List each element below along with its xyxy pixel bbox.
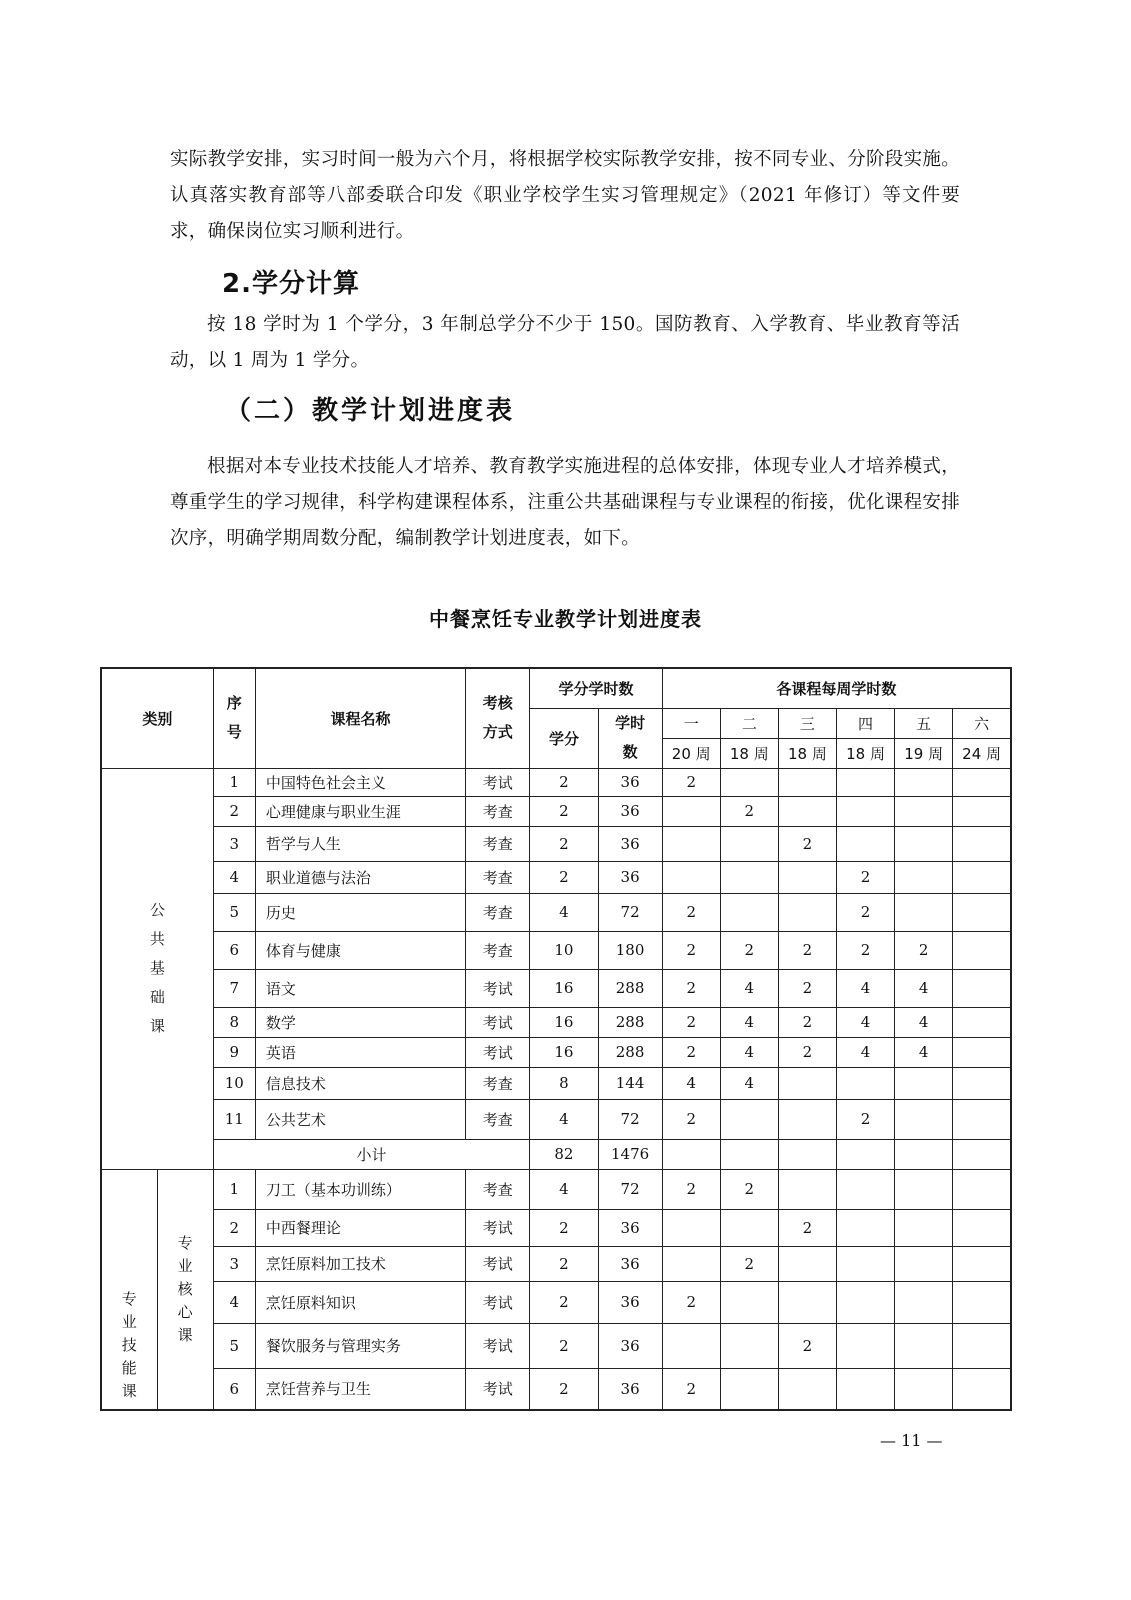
week-hours-cell — [720, 826, 778, 861]
credits-cell: 2 — [530, 1368, 598, 1410]
hours-cell: 36 — [598, 768, 662, 796]
table-title: 中餐烹饪专业教学计划进度表 — [429, 607, 702, 631]
week-hours-cell: 2 — [662, 768, 720, 796]
week-hours-cell: 2 — [836, 1099, 894, 1139]
week-hours-cell: 2 — [778, 1209, 836, 1246]
exam-cell: 考查 — [466, 861, 530, 893]
course-name-cell: 公共艺术 — [255, 1099, 465, 1139]
exam-cell: 考试 — [466, 969, 530, 1007]
week-hours-cell — [662, 1323, 720, 1368]
week-hours-cell — [720, 1368, 778, 1410]
table-row — [101, 1007, 1011, 1037]
course-name-cell: 英语 — [255, 1037, 465, 1067]
subtotal-row — [101, 1139, 1011, 1169]
week-hours-cell — [778, 1281, 836, 1323]
exam-cell: 考试 — [466, 1281, 530, 1323]
week-hours-cell — [953, 1323, 1011, 1368]
week-hours-cell — [953, 1246, 1011, 1281]
credits-cell: 8 — [530, 1067, 598, 1099]
week-hours-cell: 2 — [662, 1099, 720, 1139]
week-hours-cell — [778, 1169, 836, 1209]
table-row — [101, 1281, 1011, 1323]
credits-cell: 2 — [530, 768, 598, 796]
week-hours-cell — [953, 1099, 1011, 1139]
week-hours-cell — [836, 1209, 894, 1246]
header-row-1 — [101, 668, 1011, 708]
week-hours-cell — [720, 1323, 778, 1368]
week-hours-cell — [953, 1037, 1011, 1067]
week-hours-cell — [953, 1368, 1011, 1410]
credits-cell: 2 — [530, 1323, 598, 1368]
hours-cell: 72 — [598, 893, 662, 931]
week-hours-cell — [895, 796, 953, 826]
course-name-cell: 刀工（基本功训练） — [255, 1169, 465, 1209]
group-sublabel-core: 专业核心课 — [157, 1169, 213, 1410]
week-hours-cell: 2 — [778, 1037, 836, 1067]
week-hours-cell: 2 — [720, 1246, 778, 1281]
header-hours: 学时数 — [598, 708, 662, 768]
exam-cell: 考试 — [466, 1368, 530, 1410]
credits-cell: 10 — [530, 931, 598, 969]
week-hours-cell — [836, 796, 894, 826]
hours-cell: 180 — [598, 931, 662, 969]
seq-cell: 4 — [213, 861, 255, 893]
credits-cell: 4 — [530, 893, 598, 931]
seq-cell: 2 — [213, 796, 255, 826]
week-hours-cell: 2 — [836, 893, 894, 931]
course-name-cell: 哲学与人生 — [255, 826, 465, 861]
week-hours-cell — [778, 893, 836, 931]
credits-cell: 2 — [530, 1281, 598, 1323]
course-name-cell: 烹饪原料知识 — [255, 1281, 465, 1323]
paragraph-internship: 实际教学安排，实习时间一般为六个月，将根据学校实际教学安排，按不同专业、分阶段实施。认真落实教育部等八部委联合印发《职业学校学生实习管理规定》（2021 年修订）等文件要求，确保岗位实习顺利进行。 — [170, 149, 960, 242]
seq-cell: 6 — [213, 1368, 255, 1410]
seq-cell: 7 — [213, 969, 255, 1007]
week-hours-cell: 2 — [720, 1169, 778, 1209]
seq-cell: 1 — [213, 768, 255, 796]
week-hours-cell — [953, 1281, 1011, 1323]
week-hours-cell — [662, 826, 720, 861]
table-row — [101, 1323, 1011, 1368]
exam-cell: 考查 — [466, 931, 530, 969]
credits-cell: 4 — [530, 1169, 598, 1209]
week-hours-cell: 4 — [720, 969, 778, 1007]
week-hours-cell — [836, 768, 894, 796]
week-hours-cell: 4 — [836, 969, 894, 1007]
week-hours-cell: 2 — [662, 1281, 720, 1323]
exam-cell: 考试 — [466, 1323, 530, 1368]
week-hours-cell: 2 — [720, 796, 778, 826]
exam-cell: 考查 — [466, 1067, 530, 1099]
week-hours-cell — [895, 826, 953, 861]
semester-1: 一 — [662, 708, 720, 738]
week-hours-cell — [953, 1209, 1011, 1246]
exam-cell: 考查 — [466, 893, 530, 931]
weeks-2: 18 周 — [720, 738, 778, 768]
credits-cell: 4 — [530, 1099, 598, 1139]
hours-cell: 288 — [598, 1037, 662, 1067]
group-label-professional: 专业技能课 — [101, 1169, 157, 1410]
semester-5: 五 — [895, 708, 953, 738]
week-hours-cell: 2 — [720, 931, 778, 969]
subtotal-credits: 82 — [530, 1139, 598, 1169]
table-row — [101, 768, 1011, 796]
hours-cell: 72 — [598, 1169, 662, 1209]
week-hours-cell: 4 — [836, 1037, 894, 1067]
week-hours-cell — [836, 1281, 894, 1323]
week-hours-cell: 2 — [662, 1368, 720, 1410]
course-name-cell: 信息技术 — [255, 1067, 465, 1099]
seq-cell: 11 — [213, 1099, 255, 1139]
seq-cell: 5 — [213, 893, 255, 931]
semester-3: 三 — [778, 708, 836, 738]
group-label-public: 公共基础课 — [101, 768, 213, 1169]
table-row — [101, 826, 1011, 861]
week-hours-cell — [953, 861, 1011, 893]
week-hours-cell — [778, 1067, 836, 1099]
seq-cell: 8 — [213, 1007, 255, 1037]
week-hours-cell — [836, 1139, 894, 1169]
course-name-cell: 心理健康与职业生涯 — [255, 796, 465, 826]
seq-cell: 3 — [213, 1246, 255, 1281]
seq-cell: 6 — [213, 931, 255, 969]
exam-cell: 考试 — [466, 1037, 530, 1067]
week-hours-cell: 2 — [778, 969, 836, 1007]
credits-cell: 16 — [530, 969, 598, 1007]
week-hours-cell — [778, 1099, 836, 1139]
credits-cell: 2 — [530, 796, 598, 826]
week-hours-cell — [953, 1169, 1011, 1209]
header-course-name: 课程名称 — [255, 668, 465, 768]
paragraph-plan-intro: 根据对本专业技术技能人才培养、教育教学实施进程的总体安排，体现专业人才培养模式，尊重学生的学习规律，科学构建课程体系，注重公共基础课程与专业课程的衔接，优化课程安排次序，明确学期周数分配，编制教学计划进度表，如下。 — [170, 456, 960, 549]
week-hours-cell — [836, 826, 894, 861]
weeks-6: 24 周 — [953, 738, 1011, 768]
week-hours-cell: 2 — [778, 1007, 836, 1037]
hours-cell: 36 — [598, 861, 662, 893]
course-name-cell: 中西餐理论 — [255, 1209, 465, 1246]
week-hours-cell — [895, 1246, 953, 1281]
week-hours-cell: 2 — [662, 969, 720, 1007]
course-name-cell: 中国特色社会主义 — [255, 768, 465, 796]
table-row — [101, 1099, 1011, 1139]
week-hours-cell — [778, 861, 836, 893]
seq-cell: 3 — [213, 826, 255, 861]
table-row — [101, 931, 1011, 969]
week-hours-cell — [895, 1169, 953, 1209]
week-hours-cell: 4 — [836, 1007, 894, 1037]
week-hours-cell: 4 — [895, 1037, 953, 1067]
week-hours-cell — [895, 1067, 953, 1099]
week-hours-cell: 2 — [662, 1169, 720, 1209]
week-hours-cell: 4 — [895, 969, 953, 1007]
week-hours-cell — [778, 768, 836, 796]
table-row — [101, 1067, 1011, 1099]
header-category: 类别 — [101, 668, 213, 768]
hours-cell: 288 — [598, 1007, 662, 1037]
week-hours-cell — [778, 1368, 836, 1410]
week-hours-cell — [895, 893, 953, 931]
exam-cell: 考试 — [466, 1246, 530, 1281]
week-hours-cell — [895, 861, 953, 893]
week-hours-cell — [662, 1246, 720, 1281]
hours-cell: 144 — [598, 1067, 662, 1099]
week-hours-cell: 2 — [836, 931, 894, 969]
week-hours-cell — [836, 1246, 894, 1281]
week-hours-cell: 4 — [720, 1067, 778, 1099]
exam-cell: 考查 — [466, 826, 530, 861]
week-hours-cell — [953, 893, 1011, 931]
course-name-cell: 烹饪原料加工技术 — [255, 1246, 465, 1281]
paragraph-credit-rule: 按 18 学时为 1 个学分，3 年制总学分不少于 150。国防教育、入学教育、毕业教育等活动，以 1 周为 1 学分。 — [170, 314, 960, 371]
seq-cell: 10 — [213, 1067, 255, 1099]
week-hours-cell — [953, 931, 1011, 969]
week-hours-cell — [778, 1139, 836, 1169]
hours-cell: 36 — [598, 826, 662, 861]
weeks-4: 18 周 — [836, 738, 894, 768]
week-hours-cell: 2 — [836, 861, 894, 893]
seq-cell: 1 — [213, 1169, 255, 1209]
course-name-cell: 餐饮服务与管理实务 — [255, 1323, 465, 1368]
seq-cell: 2 — [213, 1209, 255, 1246]
week-hours-cell — [720, 1209, 778, 1246]
exam-cell: 考试 — [466, 1209, 530, 1246]
credits-cell: 2 — [530, 861, 598, 893]
week-hours-cell — [662, 1139, 720, 1169]
course-name-cell: 体育与健康 — [255, 931, 465, 969]
week-hours-cell — [662, 861, 720, 893]
week-hours-cell — [953, 969, 1011, 1007]
course-name-cell: 语文 — [255, 969, 465, 1007]
weeks-3: 18 周 — [778, 738, 836, 768]
course-name-cell: 数学 — [255, 1007, 465, 1037]
week-hours-cell — [720, 861, 778, 893]
week-hours-cell — [836, 1067, 894, 1099]
hours-cell: 36 — [598, 1323, 662, 1368]
week-hours-cell — [720, 1139, 778, 1169]
week-hours-cell — [836, 1323, 894, 1368]
week-hours-cell — [778, 796, 836, 826]
week-hours-cell: 2 — [778, 931, 836, 969]
week-hours-cell — [662, 1209, 720, 1246]
week-hours-cell: 2 — [662, 1007, 720, 1037]
teaching-plan-table — [100, 667, 1012, 1411]
seq-cell: 4 — [213, 1281, 255, 1323]
table-row — [101, 1246, 1011, 1281]
week-hours-cell: 4 — [662, 1067, 720, 1099]
week-hours-cell: 2 — [778, 826, 836, 861]
week-hours-cell — [953, 768, 1011, 796]
header-credits: 学分 — [530, 708, 598, 768]
credits-cell: 2 — [530, 1209, 598, 1246]
course-name-cell: 职业道德与法治 — [255, 861, 465, 893]
week-hours-cell — [895, 1209, 953, 1246]
week-hours-cell — [720, 1099, 778, 1139]
week-hours-cell — [895, 1099, 953, 1139]
week-hours-cell — [895, 1323, 953, 1368]
exam-cell: 考查 — [466, 796, 530, 826]
week-hours-cell — [895, 768, 953, 796]
table-row — [101, 1368, 1011, 1410]
week-hours-cell — [953, 1007, 1011, 1037]
hours-cell: 36 — [598, 796, 662, 826]
week-hours-cell — [720, 768, 778, 796]
credits-cell: 2 — [530, 826, 598, 861]
week-hours-cell — [836, 1169, 894, 1209]
week-hours-cell: 2 — [778, 1323, 836, 1368]
hours-cell: 36 — [598, 1368, 662, 1410]
week-hours-cell — [895, 1368, 953, 1410]
header-seq: 序号 — [213, 668, 255, 768]
hours-cell: 36 — [598, 1246, 662, 1281]
semester-6: 六 — [953, 708, 1011, 738]
week-hours-cell: 4 — [720, 1037, 778, 1067]
exam-cell: 考试 — [466, 1007, 530, 1037]
week-hours-cell — [662, 796, 720, 826]
semester-4: 四 — [836, 708, 894, 738]
hours-cell: 72 — [598, 1099, 662, 1139]
exam-cell: 考试 — [466, 768, 530, 796]
week-hours-cell — [895, 1281, 953, 1323]
week-hours-cell: 4 — [895, 1007, 953, 1037]
table-row — [101, 861, 1011, 893]
hours-cell: 36 — [598, 1281, 662, 1323]
weeks-1: 20 周 — [662, 738, 720, 768]
hours-cell: 288 — [598, 969, 662, 1007]
table-row — [101, 893, 1011, 931]
week-hours-cell — [720, 893, 778, 931]
week-hours-cell — [778, 1246, 836, 1281]
week-hours-cell — [836, 1368, 894, 1410]
course-name-cell: 烹饪营养与卫生 — [255, 1368, 465, 1410]
exam-cell: 考查 — [466, 1169, 530, 1209]
heading-teaching-plan: （二）教学计划进度表 — [225, 396, 516, 426]
table-row — [101, 1037, 1011, 1067]
subtotal-label: 小计 — [213, 1139, 530, 1169]
semester-2: 二 — [720, 708, 778, 738]
week-hours-cell — [895, 1139, 953, 1169]
seq-cell: 9 — [213, 1037, 255, 1067]
table-row — [101, 796, 1011, 826]
week-hours-cell: 4 — [720, 1007, 778, 1037]
course-name-cell: 历史 — [255, 893, 465, 931]
weeks-5: 19 周 — [895, 738, 953, 768]
week-hours-cell: 2 — [662, 893, 720, 931]
seq-cell: 5 — [213, 1323, 255, 1368]
week-hours-cell — [953, 796, 1011, 826]
subtotal-hours: 1476 — [598, 1139, 662, 1169]
table-row — [101, 1169, 1011, 1209]
credits-cell: 16 — [530, 1037, 598, 1067]
week-hours-cell — [953, 1139, 1011, 1169]
week-hours-cell: 2 — [662, 931, 720, 969]
week-hours-cell — [720, 1281, 778, 1323]
credits-cell: 2 — [530, 1246, 598, 1281]
week-hours-cell — [953, 826, 1011, 861]
hours-cell: 36 — [598, 1209, 662, 1246]
table-row — [101, 969, 1011, 1007]
week-hours-cell: 2 — [895, 931, 953, 969]
week-hours-cell: 2 — [662, 1037, 720, 1067]
header-credit-hours: 学分学时数 — [530, 668, 662, 708]
table-row — [101, 1209, 1011, 1246]
exam-cell: 考查 — [466, 1099, 530, 1139]
header-weekly-hours: 各课程每周学时数 — [662, 668, 1011, 708]
week-hours-cell — [953, 1067, 1011, 1099]
credits-cell: 16 — [530, 1007, 598, 1037]
header-exam-method: 考核方式 — [466, 668, 530, 768]
page-number: — 11 — — [880, 1431, 943, 1450]
heading-credit-calculation: 2.学分计算 — [222, 269, 360, 299]
